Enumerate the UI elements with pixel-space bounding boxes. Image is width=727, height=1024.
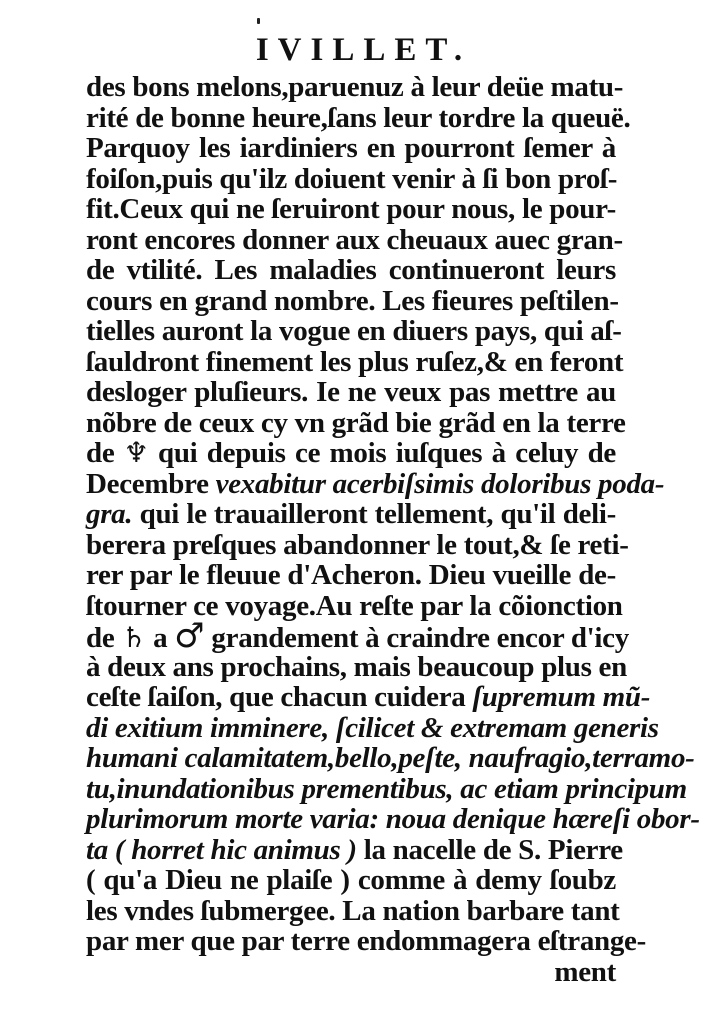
text-line (86, 345, 624, 378)
text-line (86, 406, 626, 439)
french-text: ſauldront finement les plus ruſez,& en feront (86, 345, 624, 378)
french-text: rité de bonne heure,ſans leur tordre la queuë. (86, 101, 631, 134)
french-text: ment (554, 955, 616, 988)
french-text: ceſte ſaiſon, que chacun cuidera (86, 681, 473, 713)
text-line (86, 133, 616, 164)
french-text: rer par le fleuue d'Acheron. Dieu vueille de- (86, 559, 616, 591)
text-line (86, 711, 659, 744)
text-line (86, 865, 616, 896)
latin-text: ſupremum mũ- (472, 681, 651, 713)
mars-symbol: ♂ (174, 616, 205, 656)
text-line (86, 284, 619, 317)
french-text: a (146, 622, 175, 654)
text-line (86, 438, 616, 469)
latin-text: plurimorum morte varia: noua denique hæreſi obor- (86, 803, 700, 835)
text-line (86, 467, 665, 500)
french-text: tielles auront la vogue en diuers pays, qui aſ- (86, 315, 622, 347)
latin-text: di exitium imminere, ſcilicet & extremam generis (86, 711, 659, 744)
text-line (86, 894, 620, 927)
french-text: berera preſques abandonner le tout,& ſe reti- (86, 528, 629, 561)
french-text: nõbre de ceux cy vn grãd bie grãd en la terre (86, 406, 626, 439)
text-line (86, 164, 616, 195)
saturn-symbol: ♄ (121, 621, 147, 654)
french-text: la nacelle de S. Pierre (356, 833, 623, 866)
french-text: qui le trauailleront tellement, qu'il deli- (132, 498, 616, 530)
text-line (86, 616, 629, 656)
text-line (86, 223, 623, 256)
latin-text: humani calamitatem,bello,peſte, naufragio,terramo- (86, 742, 695, 774)
french-text: fit.Ceux qui ne ſeruiront pour nous, le pour- (86, 193, 616, 225)
text-line (86, 742, 695, 774)
french-text: par mer que par terre endommagera eſtrange- (86, 925, 646, 957)
french-text: Parquoy les iardiniers en pourront ſemer à (86, 132, 616, 164)
french-text: foiſon,puis qu'ilz doiuent venir à ſi bon proſ- (86, 162, 618, 195)
french-text: des bons melons,paruenuz à leur deüe matu- (86, 71, 624, 103)
text-line (86, 528, 629, 561)
text-line (86, 255, 616, 286)
french-text: grandement à craindre encor d'icy (204, 622, 629, 654)
neptune-symbol: ♆ (123, 436, 149, 469)
french-text: de vtilité. Les maladies continueront leurs (86, 254, 616, 286)
text-line (86, 377, 616, 408)
latin-text: ta ( horret hic animus ) (86, 833, 357, 866)
french-text: Decembre (86, 467, 216, 500)
page-header: IVILLET. (255, 32, 472, 68)
text-line (86, 925, 646, 957)
latin-text: tu,inundationibus prementibus, ac etiam principum (86, 772, 687, 805)
french-text: ( qu'a Dieu ne plaiſe ) comme à demy ſoubz (86, 864, 616, 896)
french-text: de (86, 622, 122, 654)
text-line (86, 194, 616, 225)
text-line (86, 101, 631, 134)
french-text: ſtourner ce voyage.Au reſte par la cõionction (86, 589, 623, 622)
text-line (86, 71, 624, 103)
text-line (86, 560, 616, 591)
latin-text: gra. (86, 498, 133, 530)
text-line (86, 681, 651, 713)
ink-speck (257, 18, 260, 24)
french-text: à deux ans prochains, mais beaucoup plus en (86, 650, 627, 683)
text-line (86, 315, 622, 347)
text-line (86, 499, 616, 530)
text-line (86, 650, 627, 683)
text-line (86, 803, 700, 835)
text-line (86, 833, 623, 866)
french-text: de (86, 437, 124, 469)
body-text (86, 71, 700, 988)
french-text: qui depuis ce mois iuſques à celuy de (148, 437, 616, 469)
french-text: desloger pluſieurs. Ie ne veux pas mettre au (86, 376, 616, 408)
french-text: les vndes ſubmergee. La nation barbare tant (86, 894, 620, 927)
text-line (86, 957, 616, 988)
french-text: ront encores donner aux cheuaux auec gran- (86, 223, 623, 256)
text-line (86, 589, 623, 622)
latin-text: vexabitur acerbiſsimis doloribus poda- (215, 467, 665, 500)
text-line (86, 772, 687, 805)
french-text: cours en grand nombre. Les fieures peſtilen- (86, 284, 619, 317)
